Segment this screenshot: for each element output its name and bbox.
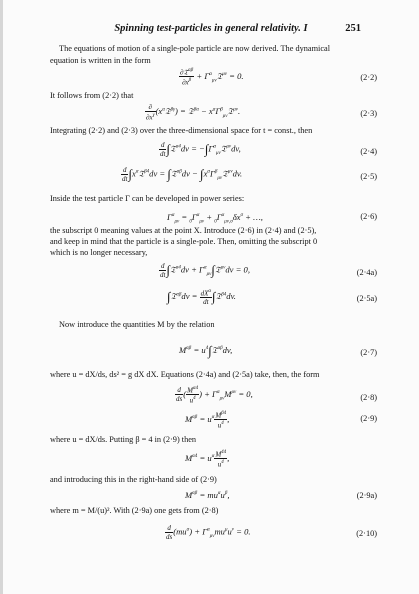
equation-2-8: $\frac{d}{ds}$ ( $\frac{M^{\alpha 4}}{u^4}$ ) + $\Gamma^\alpha_{\mu\nu}M^{\mu\nu} = 0$, <box>176 386 253 405</box>
equation-2-9: $M^{\alpha\beta} = u^\alpha$ $\frac{M^{\beta 4}}{u^4}$ , <box>185 411 230 430</box>
text-line: where m = M/(u)². With (2·9a) one gets from (2·8) <box>50 506 219 515</box>
equation-2-9a: $M^{\alpha\beta} = mu^\alpha u^\beta$, <box>185 489 230 500</box>
text-line: Now introduce the quantities M by the relation <box>59 320 215 329</box>
text-line: where u = dX/ds, ds² = g dX dX. Equations (2·4a) and (2·5a) take, then, the form <box>50 370 320 379</box>
equation-2-2: $\frac{\partial 𝔗^{\alpha\beta}}{\partial x^\beta}$ + $\Gamma^\alpha_{\mu\nu}𝔗^{\mu\nu} = 0$. <box>180 68 244 87</box>
equation-label: (2·3) <box>360 109 377 118</box>
equation-label: (2·9a) <box>356 491 377 500</box>
text-line: It follows from (2·2) that <box>50 91 134 100</box>
text-line: equation is written in the form <box>50 56 151 65</box>
text-line: and introducing this in the right-hand side of (2·9) <box>50 475 217 484</box>
equation-label: (2·10) <box>356 529 377 538</box>
equation-label: (2·9) <box>360 414 377 423</box>
text-line: Integrating (2·2) and (2·3) over the three-dimensional space for t = const., then <box>50 126 313 135</box>
equation-label: (2·6) <box>360 212 377 221</box>
text-line: the subscript 0 meaning values at the point X. Introduce (2·6) in (2·4) and (2·5), <box>50 226 317 235</box>
equation-label: (2·5a) <box>356 294 377 303</box>
text-line: which is no longer necessary, <box>50 248 148 257</box>
equation-2-5: $\frac{d}{dt}$ $\int x^\alpha 𝔗^{\beta 4}dv$ = ∫𝔗$^{\alpha\beta}$dv − $\int x^\alpha\Gamma^\beta_{\mu\nu}𝔗^{\mu\nu}dv$. <box>122 166 243 183</box>
equation-label: (2·8) <box>360 393 377 402</box>
equation-label: (2·5) <box>360 172 377 181</box>
equation-2-10: $\frac{d}{ds}$ $(mu^\alpha) + \Gamma^\alpha_{\mu\nu}mu^\mu u^\nu = 0$. <box>166 524 251 541</box>
equation-2-3: $\frac{\partial}{\partial x^\gamma}$ $(x^\alpha 𝔗^{\beta\gamma})$ = 𝔗$^{\beta\alpha}$ − $x^\alpha\Gamma^\beta_{\mu\nu}𝔗^{\mu\nu}$. <box>146 103 241 122</box>
equation-2-4a: $\frac{d}{dt}$ ∫𝔗$^{\alpha 4}$dv + $\Gamma^\alpha_{\mu\nu}\int 𝔗^{\mu\nu}dv = 0$, <box>160 262 250 279</box>
equation-2-5a: ∫𝔗$^{\alpha\beta}$dv = $\frac{dX^\alpha}{dt}$ ∫𝔗$^{\beta 4}$dv. <box>167 289 236 307</box>
equation-label: (2·2) <box>360 73 377 82</box>
text-line: and keep in mind that the particle is a single-pole. Then, omitting the subscript 0 <box>50 237 318 246</box>
running-title: Spinning test-particles in general relativity. I <box>114 23 308 34</box>
equation-2-4: $\frac{d}{dt}$ ∫𝔗$^{\alpha 4}$dv = $-\int\Gamma^\alpha_{\mu\nu}𝔗^{\mu\nu}dv$, <box>160 141 241 158</box>
equation-unnumbered: $M^{\alpha 4} = u^\alpha$ $\frac{M^{44}}{u^4}$ , <box>185 450 230 469</box>
page-number: 251 <box>345 23 361 34</box>
equation-label: (2·7) <box>360 348 377 357</box>
equation-2-7: $M^{\alpha\beta}$ = $u^4\int 𝔗^{\alpha\beta}dv$, <box>179 342 233 358</box>
text-line: The equations of motion of a single-pole particle are now derived. The dynamical <box>59 44 331 53</box>
equation-2-6: $\Gamma^\alpha_{\mu\nu} = _0\Gamma^\alpha_{\mu\nu} + _0\Gamma^\alpha_{\mu\nu,\sigma}\delta x^\sigma$ + …, <box>167 211 263 225</box>
text-line: Inside the test particle Γ can be developed in power series: <box>50 194 245 203</box>
text-line: where u = dX/ds. Putting β = 4 in (2·9) then <box>50 435 197 444</box>
equation-label: (2·4a) <box>356 268 377 277</box>
equation-label: (2·4) <box>360 147 377 156</box>
